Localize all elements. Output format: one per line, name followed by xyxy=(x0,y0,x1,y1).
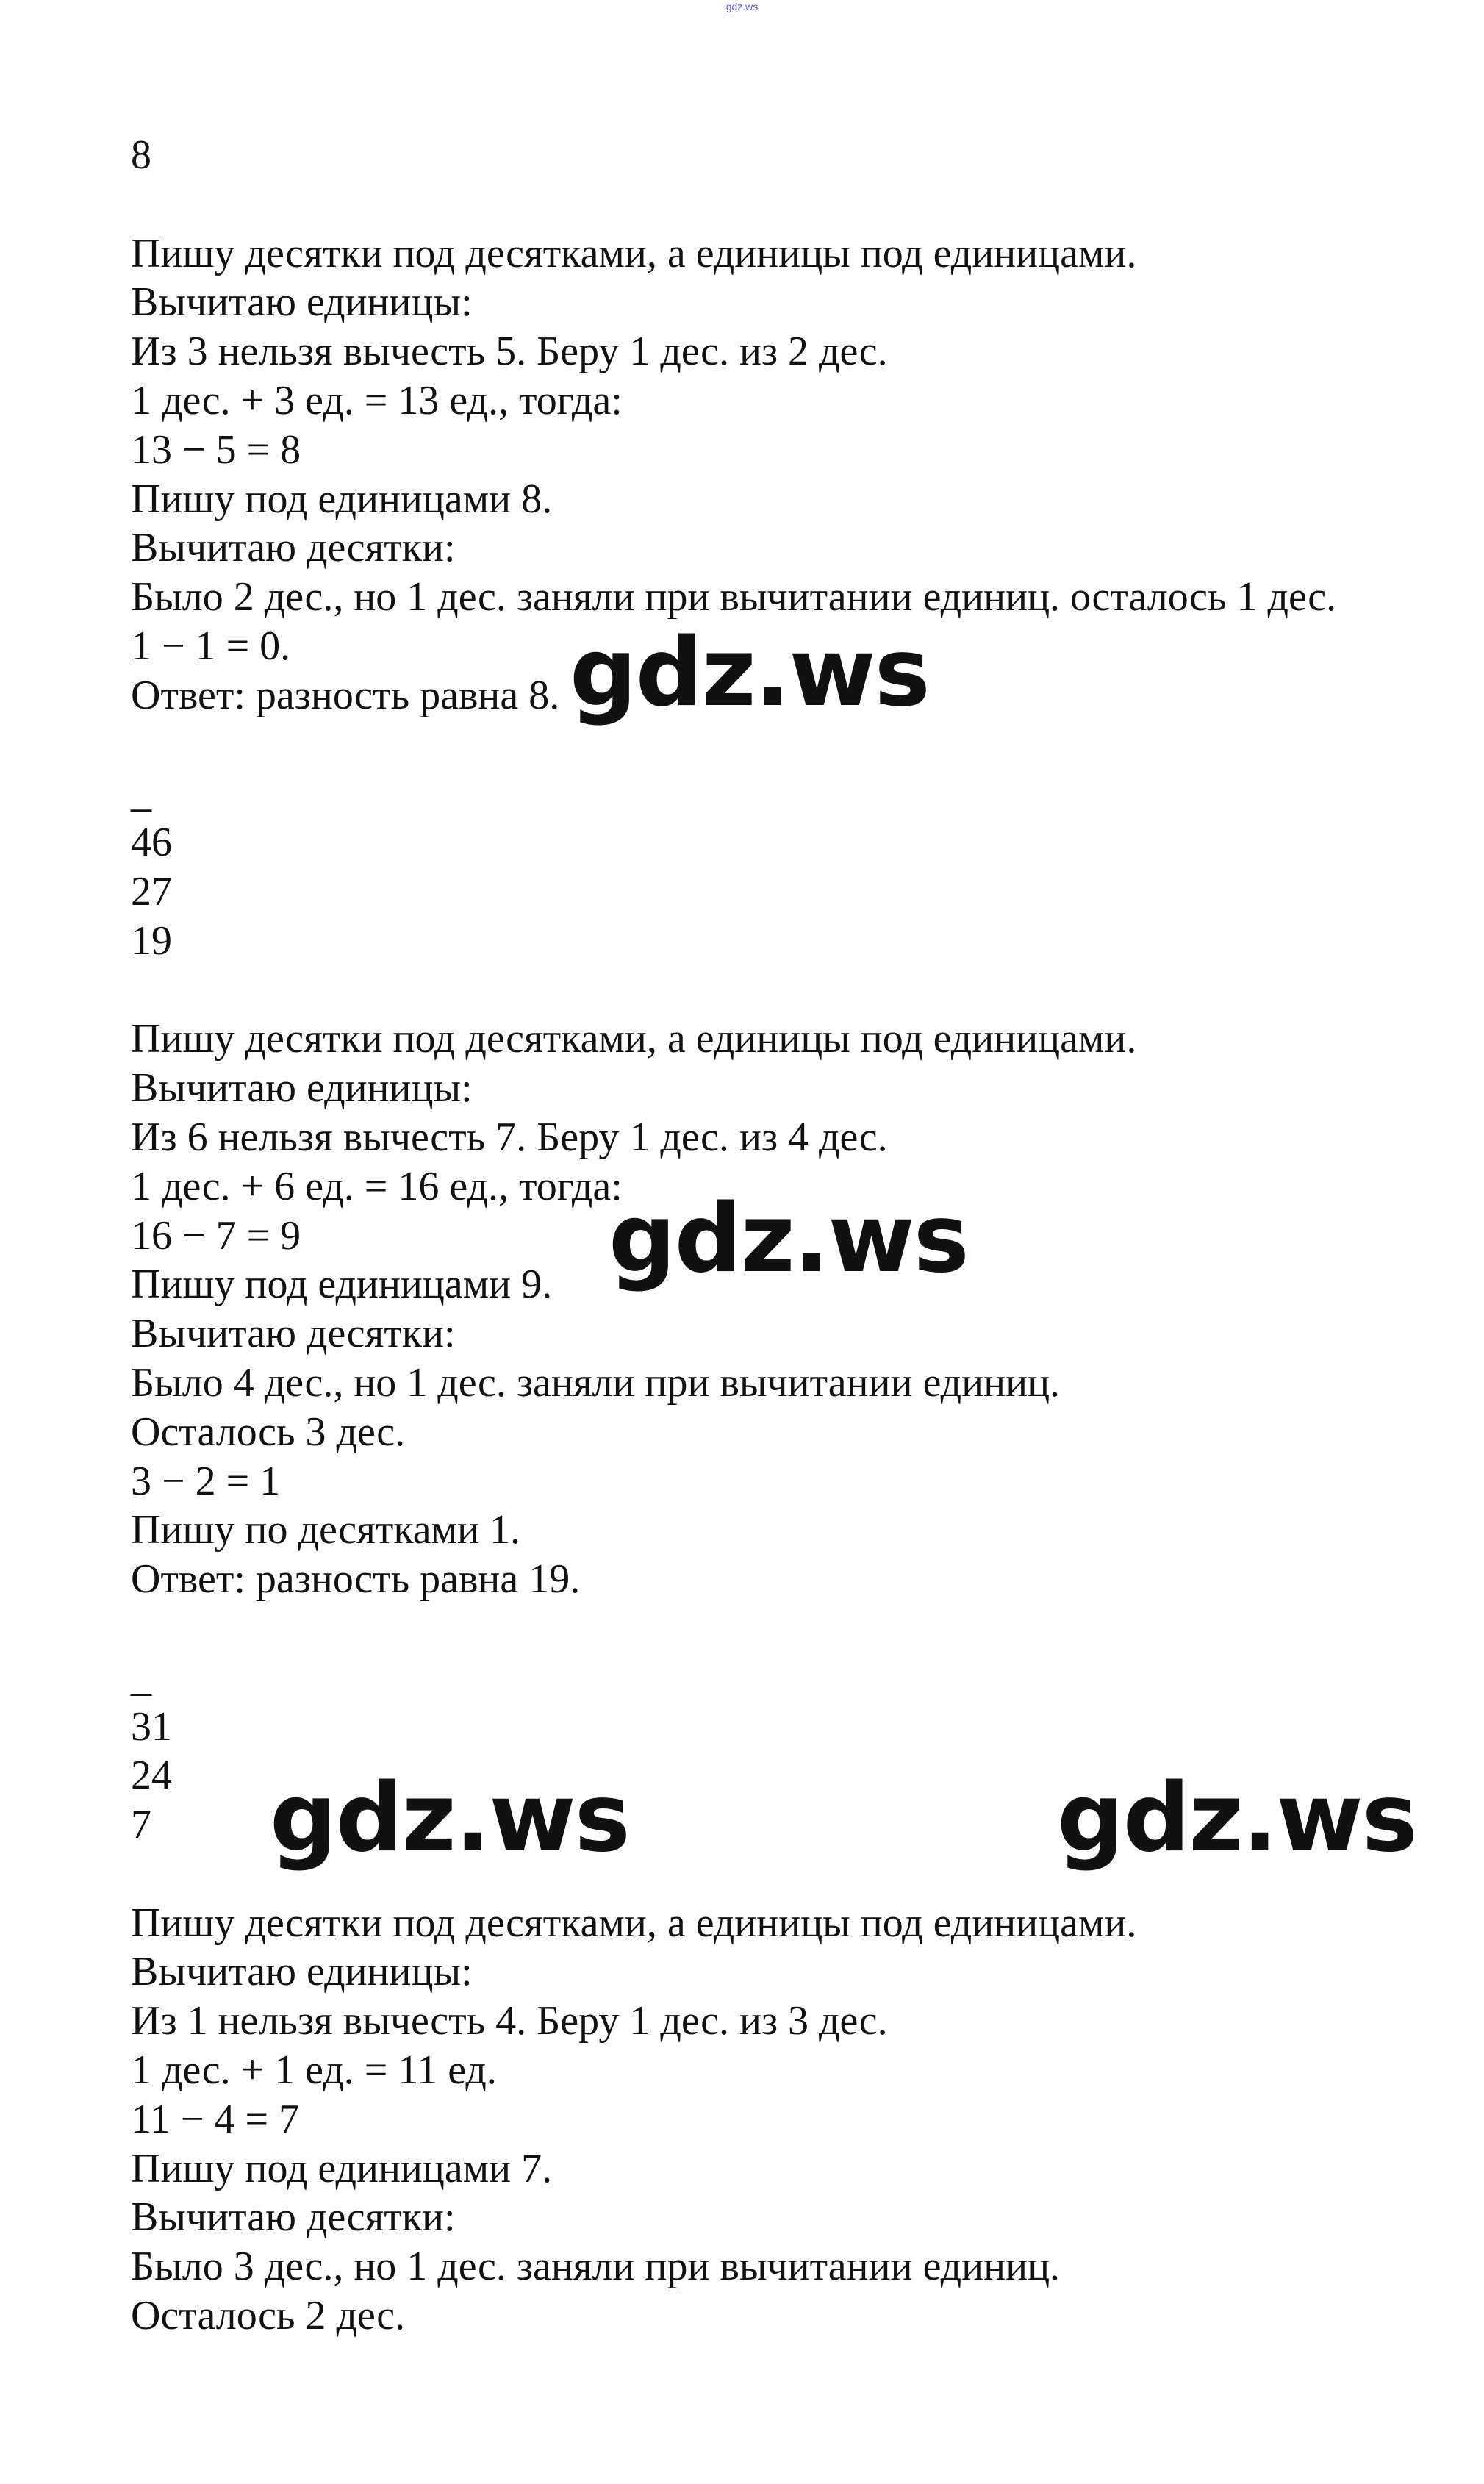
text-line: 8 xyxy=(131,132,151,178)
watermark: gdz.ws xyxy=(1057,1764,1416,1873)
difference: 7 xyxy=(131,1802,151,1848)
text-line: 1 дес. + 1 ед. = 11 ед. xyxy=(131,2047,497,2094)
text-line: Пишу десятки под десятками, а единицы под единицами. xyxy=(131,230,1137,276)
text-line: Пишу под единицами 9. xyxy=(131,1261,553,1308)
text-line: Пишу по десятками 1. xyxy=(131,1507,520,1553)
text-line: Осталось 3 дес. xyxy=(131,1409,406,1455)
answer-line: Ответ: разность равна 19. xyxy=(131,1556,581,1603)
text-line: Вычитаю единицы: xyxy=(131,1065,473,1112)
minuend: 46 xyxy=(131,820,172,866)
blank-line xyxy=(131,1604,1454,1653)
text-line: 1 дес. + 6 ед. = 16 ед., тогда: xyxy=(131,1163,623,1209)
minuend: 31 xyxy=(131,1703,172,1750)
text-line: 13 − 5 = 8 xyxy=(131,426,301,473)
blank-line xyxy=(131,966,1454,1015)
text-line: Из 3 нельзя вычесть 5. Беру 1 дес. из 2 дес. xyxy=(131,329,888,375)
text-line: Вычитаю десятки: xyxy=(131,525,456,571)
text-line: Вычитаю десятки: xyxy=(131,1311,456,1357)
watermark: gdz.ws xyxy=(609,1184,968,1294)
text-line: Пишу под единицами 7. xyxy=(131,2145,553,2191)
text-line: Вычитаю единицы: xyxy=(131,1949,473,1995)
text-line: 11 − 4 = 7 xyxy=(131,2096,300,2142)
text-line: Осталось 2 дес. xyxy=(131,2293,406,2339)
minus-sign: _ xyxy=(131,1654,151,1700)
text-line: Было 4 дес., но 1 дес. заняли при вычитании единиц. xyxy=(131,1359,1061,1406)
blank-line xyxy=(131,180,1454,229)
text-line: Из 6 нельзя вычесть 7. Беру 1 дес. из 4 дес. xyxy=(131,1114,888,1160)
text-line: Было 3 дес., но 1 дес. заняли при вычитании единиц. xyxy=(131,2244,1061,2290)
text-line: Пишу десятки под десятками, а единицы под единицами. xyxy=(131,1900,1137,1946)
text-line: 1 дес. + 3 ед. = 13 ед., тогда: xyxy=(131,377,623,423)
text-line: Вычитаю десятки: xyxy=(131,2194,456,2241)
text-line: Пишу под единицами 8. xyxy=(131,476,553,522)
subtrahend: 24 xyxy=(131,1753,172,1799)
text-line: Из 1 нельзя вычесть 4. Беру 1 дес. из 3 дес. xyxy=(131,1998,888,2044)
text-line: Было 2 дес., но 1 дес. заняли при вычитании единиц. осталось 1 дес. xyxy=(131,574,1337,620)
subtrahend: 27 xyxy=(131,868,172,915)
text-line: Вычитаю единицы: xyxy=(131,279,473,326)
answer-line: Ответ: разность равна 8. xyxy=(131,672,560,718)
text-line: 16 − 7 = 9 xyxy=(131,1212,301,1259)
text-line: Пишу десятки под десятками, а единицы под единицами. xyxy=(131,1016,1137,1062)
difference: 19 xyxy=(131,917,172,964)
minus-sign: _ xyxy=(131,770,151,817)
watermark: gdz.ws xyxy=(570,618,929,728)
text-line: 3 − 2 = 1 xyxy=(131,1458,281,1504)
text-line: 1 − 1 = 0. xyxy=(131,623,291,669)
watermark: gdz.ws xyxy=(270,1764,629,1873)
header-watermark: gdz.ws xyxy=(725,1,759,12)
